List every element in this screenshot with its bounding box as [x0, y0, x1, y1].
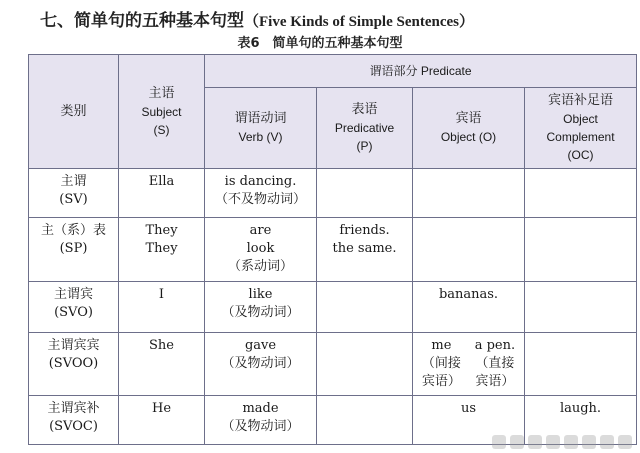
- cell-category: [29, 282, 119, 333]
- direct-object: [475, 337, 515, 391]
- watermark-block: [528, 435, 542, 449]
- category-abbr: (SVO): [54, 305, 93, 320]
- object-text: a pen.: [474, 338, 516, 353]
- object-note: 宾语）: [421, 374, 461, 389]
- cell-category: [29, 169, 119, 218]
- verb-text: gave: [244, 338, 277, 353]
- section-heading-zh: 七、简单句的五种基本句型: [40, 11, 244, 31]
- watermark-block: [546, 435, 560, 449]
- header-subject: [119, 55, 205, 169]
- category-zh: 主谓宾宾: [47, 338, 100, 353]
- table-row-sv: [29, 169, 637, 218]
- header-verb-zh: 谓语动词: [234, 111, 287, 126]
- header-object-zh: 宾语: [455, 111, 482, 126]
- subject-text: He: [151, 401, 172, 416]
- watermark-block: [618, 435, 632, 449]
- cell-predicative: [317, 218, 413, 282]
- header-verb: [205, 88, 317, 169]
- header-subject-zh: 主语: [148, 85, 175, 101]
- header-category: 类别: [29, 55, 119, 169]
- header-complement-zh: 宾语补足语: [548, 93, 614, 108]
- category-abbr: (SP): [59, 241, 88, 256]
- category-zh: 主谓宾补: [47, 401, 100, 416]
- object-text: me: [431, 338, 452, 353]
- header-predicate-label: 谓语部分 Predicate: [369, 63, 472, 78]
- category-zh: 主谓: [60, 174, 87, 189]
- subject-text: I: [158, 287, 165, 302]
- verb-text: is dancing.: [224, 174, 297, 189]
- verb-note: （及物动词）: [221, 419, 300, 434]
- cell-complement: [525, 218, 637, 282]
- table-row-sp: [29, 218, 637, 282]
- header-object: [413, 88, 525, 169]
- cell-subject: [119, 218, 205, 282]
- cell-object: [413, 333, 525, 396]
- header-predicative-zh: 表语: [351, 102, 378, 117]
- verb-text: are: [249, 223, 272, 238]
- verb-text: made: [242, 401, 279, 416]
- watermark-block: [600, 435, 614, 449]
- cell-verb: [205, 333, 317, 396]
- sentence-patterns-table: [28, 54, 637, 445]
- cell-category: [29, 218, 119, 282]
- cell-verb: [205, 396, 317, 445]
- section-heading-en: （Five Kinds of Simple Sentences）: [244, 14, 475, 30]
- cell-predicative: [317, 169, 413, 218]
- table-row-svo: [29, 282, 637, 333]
- cell-predicative: [317, 333, 413, 396]
- watermark: [492, 435, 632, 449]
- category-abbr: (SV): [59, 192, 88, 207]
- cell-subject: [119, 282, 205, 333]
- verb-note: （及物动词）: [221, 356, 300, 371]
- watermark-block: [492, 435, 506, 449]
- category-abbr: (SVOO): [48, 356, 99, 371]
- watermark-block: [564, 435, 578, 449]
- cell-category: [29, 396, 119, 445]
- header-predicate-part: [205, 55, 637, 88]
- header-complement: [525, 88, 637, 169]
- header-predicative-en: Predicative: [334, 121, 395, 135]
- table-caption: 表6 简单句的五种基本句型: [237, 36, 403, 51]
- subject-text: Ella: [148, 174, 175, 189]
- verb-note: （系动词）: [227, 259, 293, 274]
- header-subject-en: Subject: [141, 104, 182, 119]
- cell-subject: [119, 396, 205, 445]
- subject-text: They: [145, 223, 178, 238]
- header-predicative-abbr: (P): [356, 139, 373, 153]
- cell-object: [413, 169, 525, 218]
- verb-note: （不及物动词）: [214, 192, 306, 207]
- cell-category: [29, 333, 119, 396]
- header-verb-en: Verb (V): [238, 130, 283, 144]
- cell-complement: [525, 282, 637, 333]
- cell-complement: [525, 169, 637, 218]
- cell-object: [413, 282, 525, 333]
- header-complement-en2: Complement: [546, 130, 615, 144]
- object-pair: [415, 337, 522, 391]
- verb-note: （及物动词）: [221, 305, 300, 320]
- header-row-1: [29, 55, 637, 88]
- complement-text: laugh.: [559, 401, 602, 416]
- verb-text: like: [248, 287, 273, 302]
- object-note: （直接: [475, 356, 515, 371]
- header-subject-abbr: (S): [153, 122, 170, 137]
- category-zh: 主（系）表: [40, 223, 106, 238]
- cell-complement: [525, 333, 637, 396]
- section-heading: [40, 6, 474, 31]
- header-complement-en1: Object: [563, 112, 598, 126]
- subject-text: She: [149, 338, 174, 353]
- cell-subject: [119, 333, 205, 396]
- table-row-svoo: [29, 333, 637, 396]
- object-note: 宾语）: [475, 374, 515, 389]
- predicative-text: the same.: [332, 241, 397, 256]
- verb-text: look: [246, 241, 275, 256]
- cell-verb: [205, 169, 317, 218]
- indirect-object: [422, 337, 461, 391]
- header-predicative: [317, 88, 413, 169]
- header-object-en: Object (O): [440, 130, 497, 144]
- cell-verb: [205, 282, 317, 333]
- cell-object: [413, 218, 525, 282]
- cell-predicative: [317, 396, 413, 445]
- header-complement-abbr: (OC): [567, 148, 594, 162]
- category-zh: 主谓宾: [53, 287, 93, 302]
- object-text: us: [460, 401, 477, 416]
- watermark-block: [582, 435, 596, 449]
- subject-text: They: [145, 241, 178, 256]
- cell-predicative: [317, 282, 413, 333]
- object-text: bananas.: [438, 287, 499, 302]
- object-note: （间接: [421, 356, 461, 371]
- cell-subject: [119, 169, 205, 218]
- cell-verb: [205, 218, 317, 282]
- predicative-text: friends.: [339, 223, 390, 238]
- category-abbr: (SVOC): [49, 419, 98, 434]
- watermark-block: [510, 435, 524, 449]
